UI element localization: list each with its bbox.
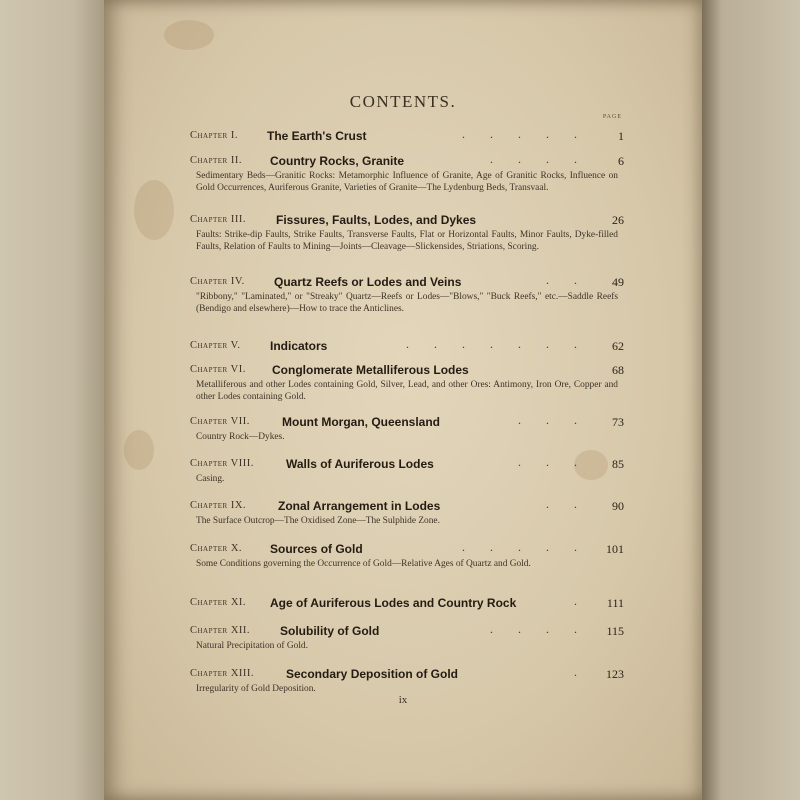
toc-entry-8[interactable] — [190, 456, 624, 486]
toc-entry-7[interactable] — [190, 414, 624, 444]
paper-stain — [134, 180, 174, 240]
chapter-title: Zonal Arrangement in Lodes — [278, 499, 441, 513]
toc-entry-5[interactable] — [190, 338, 624, 354]
dot-leader: . . . — [518, 455, 588, 469]
chapter-title: Indicators — [270, 339, 328, 353]
chapter-label: Chapter VIII. — [190, 458, 254, 469]
chapter-title: The Earth's Crust — [267, 129, 367, 143]
chapter-label: Chapter XI. — [190, 597, 247, 608]
page-title: CONTENTS. — [349, 92, 457, 111]
chapter-label: Chapter II. — [190, 155, 242, 166]
page-number: 115 — [606, 624, 624, 638]
toc-entry-13[interactable] — [190, 666, 624, 696]
toc-entry-4[interactable] — [190, 274, 624, 315]
chapter-title: Age of Auriferous Lodes and Country Rock — [270, 596, 517, 610]
chapter-summary: Sedimentary Beds—Granitic Rocks: Metamorphic Influence of Granite, Age of Granitic Rocks, Influence on Gold Occurrences, Auriferous Granite, Varieties of Granite—The Lydenburg Beds, Transvaal. — [196, 171, 618, 193]
chapter-summary: Natural Precipitation of Gold. — [196, 641, 308, 651]
chapter-summary: Faults: Strike-dip Faults, Strike Faults, Transverse Faults, Flat or Horizontal Faults, Minor Faults, Dyke-filled Faults, Relation of Faults to Mining—Joints—Cleavage—Slickensides, Striations, Scoring. — [196, 230, 618, 252]
chapter-label: Chapter VII. — [190, 416, 250, 427]
page-number: 111 — [606, 596, 624, 610]
page-number: 123 — [606, 667, 624, 681]
page-number: 62 — [612, 339, 624, 353]
chapter-summary: "Ribbony," "Laminated," or "Streaky" Quartz—Reefs or Lodes—"Blows," "Buck Reefs," etc.—Saddle Reefs (Bendigo and elsewhere)—How to trace the Anticlines. — [196, 292, 618, 314]
chapter-summary: Some Conditions governing the Occurrence of Gold—Relative Ages of Quartz and Gold. — [196, 559, 531, 569]
dot-leader: . . . . . — [462, 540, 588, 554]
chapter-summary: Irregularity of Gold Deposition. — [196, 684, 316, 694]
dot-leader: . — [574, 594, 588, 608]
toc-entry-3[interactable] — [190, 212, 624, 253]
chapter-summary: Casing. — [196, 474, 225, 484]
chapter-label: Chapter IV. — [190, 276, 245, 287]
page-number: 90 — [612, 499, 624, 513]
page-number: 1 — [618, 129, 624, 143]
book-page — [104, 0, 702, 800]
toc-entry-10[interactable] — [190, 541, 624, 571]
dot-leader: . — [574, 665, 588, 679]
chapter-label: Chapter X. — [190, 543, 243, 554]
chapter-label: Chapter VI. — [190, 364, 246, 375]
paper-stain — [164, 20, 214, 50]
dot-leader: . . — [546, 497, 588, 511]
chapter-title: Sources of Gold — [270, 542, 363, 556]
toc-entry-12[interactable] — [190, 623, 624, 653]
chapter-summary: Metalliferous and other Lodes containing Gold, Silver, Lead, and other Ores: Antimony, Iron Ore, Copper and other Lodes containing Gold. — [196, 380, 618, 402]
chapter-title: Mount Morgan, Queensland — [282, 415, 440, 429]
toc-entry-9[interactable] — [190, 498, 624, 528]
chapter-title: Walls of Auriferous Lodes — [286, 457, 434, 471]
page-column-header: PAGE — [602, 114, 622, 120]
paper-stain — [124, 430, 154, 470]
chapter-label: Chapter IX. — [190, 500, 247, 511]
chapter-label: Chapter XIII. — [190, 668, 255, 679]
chapter-title: Quartz Reefs or Lodes and Veins — [274, 275, 462, 289]
chapter-summary: Country Rock—Dykes. — [196, 432, 285, 442]
dot-leader: . . . . — [490, 152, 588, 166]
book-cover-right — [702, 0, 800, 800]
dot-leader: . . — [546, 273, 588, 287]
toc-entry-2[interactable] — [190, 153, 624, 194]
book-cover-left — [0, 0, 104, 800]
chapter-summary: The Surface Outcrop—The Oxidised Zone—The Sulphide Zone. — [196, 516, 440, 526]
page-number: 85 — [612, 457, 624, 471]
dot-leader: . . . . . — [462, 127, 588, 141]
dot-leader: . . . . — [490, 622, 588, 636]
page-number: 68 — [612, 363, 624, 377]
page-number: 26 — [612, 213, 624, 227]
chapter-label: Chapter III. — [190, 214, 246, 225]
page-folio: ix — [398, 694, 408, 706]
chapter-label: Chapter XII. — [190, 625, 251, 636]
chapter-title: Fissures, Faults, Lodes, and Dykes — [276, 213, 477, 227]
chapter-title: Solubility of Gold — [280, 624, 380, 638]
dot-leader: . . . . . . . — [406, 337, 588, 351]
page-number: 101 — [606, 542, 624, 556]
chapter-title: Country Rocks, Granite — [270, 154, 405, 168]
page-number: 73 — [612, 415, 624, 429]
dot-leader: . . . — [518, 413, 588, 427]
chapter-title: Secondary Deposition of Gold — [286, 667, 459, 681]
toc-entry-11[interactable] — [190, 595, 624, 611]
chapter-label: Chapter V. — [190, 340, 241, 351]
toc-entry-1[interactable] — [190, 128, 624, 144]
page-number: 49 — [612, 275, 624, 289]
page-number: 6 — [618, 154, 624, 168]
toc-entry-6[interactable] — [190, 362, 624, 403]
chapter-label: Chapter I. — [190, 130, 238, 141]
chapter-title: Conglomerate Metalliferous Lodes — [272, 363, 469, 377]
